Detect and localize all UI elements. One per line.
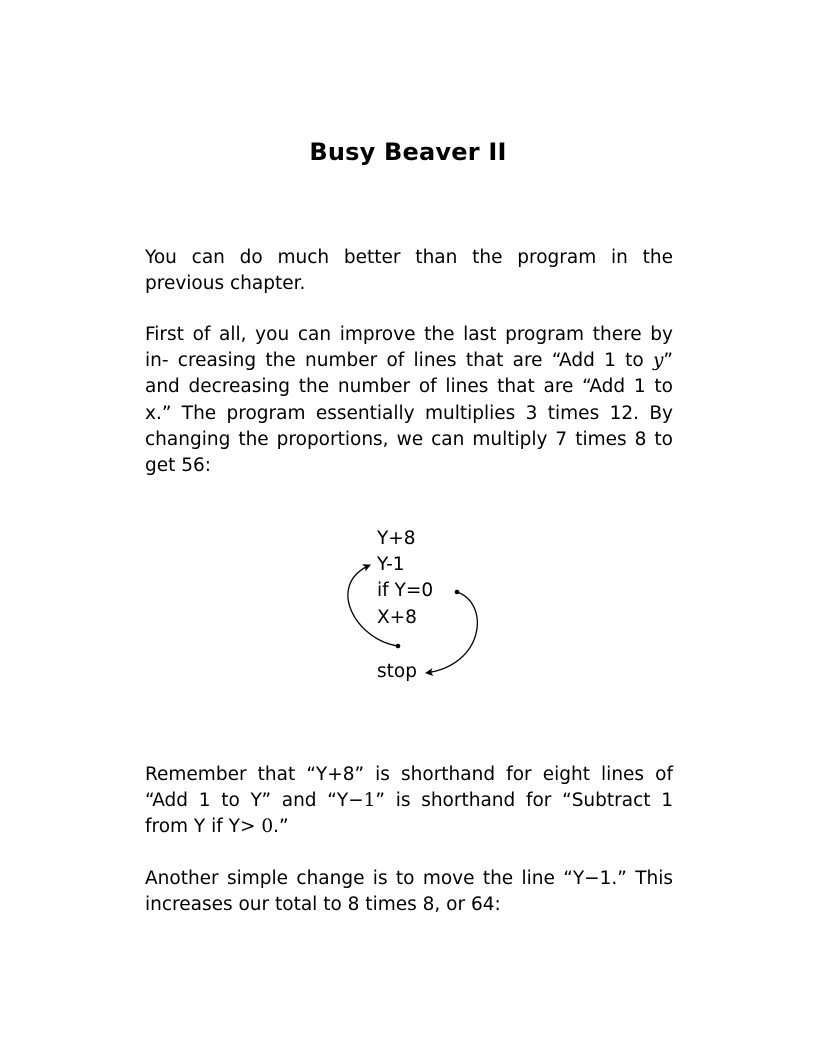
math-variable-y: y xyxy=(652,350,664,372)
math-greater-than-zero: > 0 xyxy=(239,816,274,838)
paragraph-improvement-text-a: First of all, you can improve the last program there by in- creasing the number of lines that are “Add 1 to xyxy=(145,324,673,372)
program-line-x-plus-8: X+8 xyxy=(377,607,417,628)
paragraph-shorthand-text-b: ” is shorthand for “Subtract 1 from Y if Y xyxy=(145,790,674,838)
paragraph-move-line: Another simple change is to move the line “Y−1.” This increases our total to 8 times 8, or 64: xyxy=(145,868,673,916)
loop-back-arrow xyxy=(348,565,398,646)
math-one: 1 xyxy=(363,790,376,812)
flow-arrows xyxy=(330,525,500,695)
paragraph-intro: You can do much better than the program in the previous chapter. xyxy=(145,247,673,295)
paragraph-shorthand-text-c: .” xyxy=(273,816,289,838)
program-flow-diagram xyxy=(330,525,500,695)
program-line-if-y-equals-0: if Y=0 xyxy=(377,580,434,601)
paragraph-shorthand-text-a: Remember that “Y+8” is shorthand for eight lines of “Add 1 to Y” and “Y− xyxy=(145,764,673,812)
page-title: Busy Beaver II xyxy=(309,138,507,166)
program-line-y-plus-8: Y+8 xyxy=(377,528,416,549)
paragraph-shorthand-note xyxy=(145,762,673,841)
paragraph-improvement xyxy=(145,322,673,479)
program-line-stop: stop xyxy=(377,661,417,682)
program-line-y-minus-1: Y-1 xyxy=(377,554,405,575)
paragraph-improvement-text-b: ” and decreasing the number of lines that are “Add 1 to x.” The program essentially multiplies 3 times 12. By changing the proportions, we can multiply 7 times 8 to get 56: xyxy=(145,350,673,477)
exit-to-stop-arrow xyxy=(426,592,477,673)
